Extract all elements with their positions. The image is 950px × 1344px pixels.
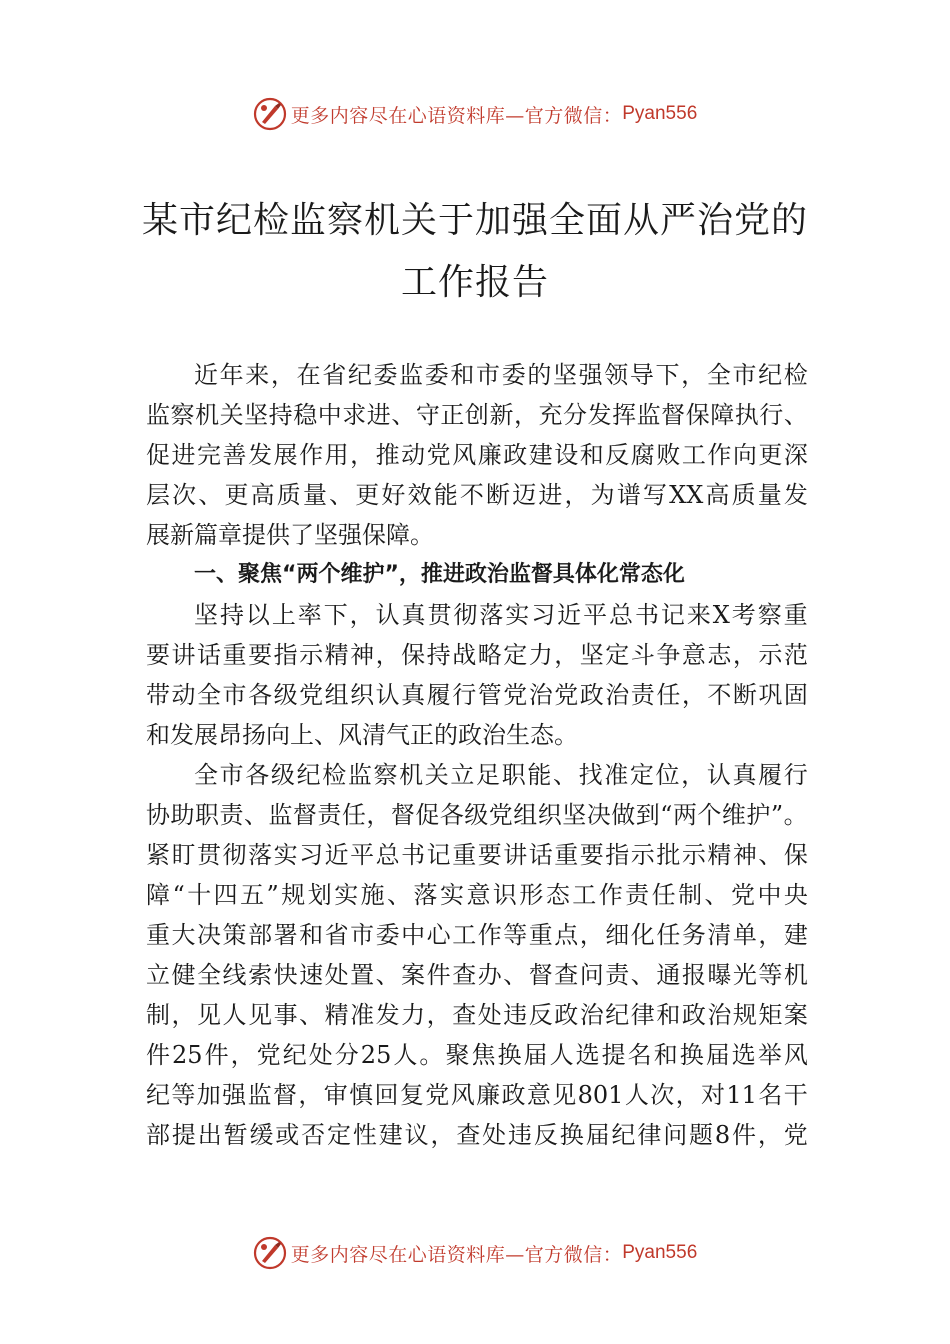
- wechat-id: Pyan556: [622, 1242, 698, 1263]
- justified-line-text: 带 动 全 市 各 级 党 组 织 认 真 履 行 管 党 治 党 政 治 责 任 ， 不 断 巩 固: [146, 681, 808, 709]
- body-text-line: [146, 435, 808, 475]
- justified-line-text: 促 进 完 善 发 展 作 用 ， 推 动 党 风 廉 政 建 设 和 反 腐 败 工 作 向 更 深: [146, 441, 808, 469]
- body-text-line: 和发展昂扬向上、风清气正的政治生态。: [146, 721, 578, 749]
- body-text-line: [146, 1075, 808, 1115]
- justified-line-text: 层 次 、 更 高 质 量 、 更 好 效 能 不 断 迈 进 ， 为 谱 写 XX 高 质 量 发: [146, 481, 808, 509]
- body-text-line: [146, 955, 808, 995]
- quill-logo-icon: [253, 97, 287, 131]
- body-text-line: [146, 875, 808, 915]
- document-title: [120, 190, 830, 314]
- quill-logo-icon: [253, 1236, 287, 1270]
- justified-line-text: 制 ， 见 人 见 事 、 精 准 发 力 ， 查 处 违 反 政 治 纪 律 和 政 治 规 矩 案: [146, 1001, 808, 1029]
- justified-line-text: 障 “ 十 四 五 ” 规 划 实 施 、 落 实 意 识 形 态 工 作 责 任 制 、 党 中 央: [146, 881, 808, 909]
- section-heading: 一、聚焦“两个维护”，推进政治监督具体化常态化: [194, 562, 685, 587]
- document-body: [146, 355, 808, 1155]
- justified-line-text: 监 察 机 关 坚 持 稳 中 求 进 、 守 正 创 新 ， 充 分 发 挥 监 督 保 障 执 行 、: [146, 401, 808, 429]
- wechat-id: Pyan556: [622, 103, 698, 124]
- body-text-line: [146, 595, 808, 635]
- body-text-line: [146, 755, 808, 795]
- body-text-line: [146, 635, 808, 675]
- body-text-line: [146, 395, 808, 435]
- body-text-line: [146, 835, 808, 875]
- watermark-text: 更多内容尽在心语资料库—官方微信：: [290, 1243, 623, 1266]
- justified-line-text: 紧 盯 贯 彻 落 实 习 近 平 总 书 记 重 要 讲 话 重 要 指 示 批 示 精 神 、 保: [146, 841, 808, 869]
- body-text-line: [146, 995, 808, 1035]
- justified-line-text: 部 提 出 暂 缓 或 否 定 性 建 议 ， 查 处 违 反 换 届 纪 律 问 题 8 件 ， 党: [146, 1121, 808, 1149]
- body-text-line: [146, 355, 808, 395]
- body-text-line: 展新篇章提供了坚强保障。: [146, 521, 434, 549]
- justified-line-text: 件 25 件 ， 党 纪 处 分 25 人 。 聚 焦 换 届 人 选 提 名 和 换 届 选 举 风: [146, 1041, 808, 1069]
- body-text-line: [146, 1035, 808, 1075]
- watermark-text: 更多内容尽在心语资料库—官方微信：: [290, 104, 623, 127]
- title-line-2: 工作报告: [400, 262, 549, 303]
- justified-line-text: 近 年 来 ， 在 省 纪 委 监 委 和 市 委 的 坚 强 领 导 下 ， 全 市 纪 检: [194, 361, 808, 389]
- justified-line-text: 要 讲 话 重 要 指 示 精 神 ， 保 持 战 略 定 力 ， 坚 定 斗 争 意 志 ， 示 范: [146, 641, 808, 669]
- body-text-line: [146, 475, 808, 515]
- watermark-banner-top: [0, 94, 950, 134]
- justified-line-text: 协 助 职 责 、 监 督 责 任 ， 督 促 各 级 党 组 织 坚 决 做 到 “ 两 个 维 护 ” 。: [146, 801, 808, 829]
- justified-line-text: 全 市 各 级 纪 检 监 察 机 关 立 足 职 能 、 找 准 定 位 ， 认 真 履 行: [194, 761, 808, 789]
- justified-line-text: 重 大 决 策 部 署 和 省 市 委 中 心 工 作 等 重 点 ， 细 化 任 务 清 单 ， 建: [146, 921, 808, 949]
- justified-line-text: 立 健 全 线 索 快 速 处 置 、 案 件 查 办 、 督 查 问 责 、 通 报 曝 光 等 机: [146, 961, 808, 989]
- title-line-1: 某市纪检监察机关于加强全面从严治党的: [141, 200, 808, 241]
- body-text-line: [146, 675, 808, 715]
- body-text-line: [146, 915, 808, 955]
- body-text-line: [146, 795, 808, 835]
- justified-line-text: 纪 等 加 强 监 督 ， 审 慎 回 复 党 风 廉 政 意 见 801 人 次 ， 对 11 名 干: [146, 1081, 808, 1109]
- watermark-banner-bottom: [0, 1233, 950, 1273]
- body-text-line: [146, 1115, 808, 1155]
- justified-line-text: 坚 持 以 上 率 下 ， 认 真 贯 彻 落 实 习 近 平 总 书 记 来 X 考 察 重: [194, 601, 808, 629]
